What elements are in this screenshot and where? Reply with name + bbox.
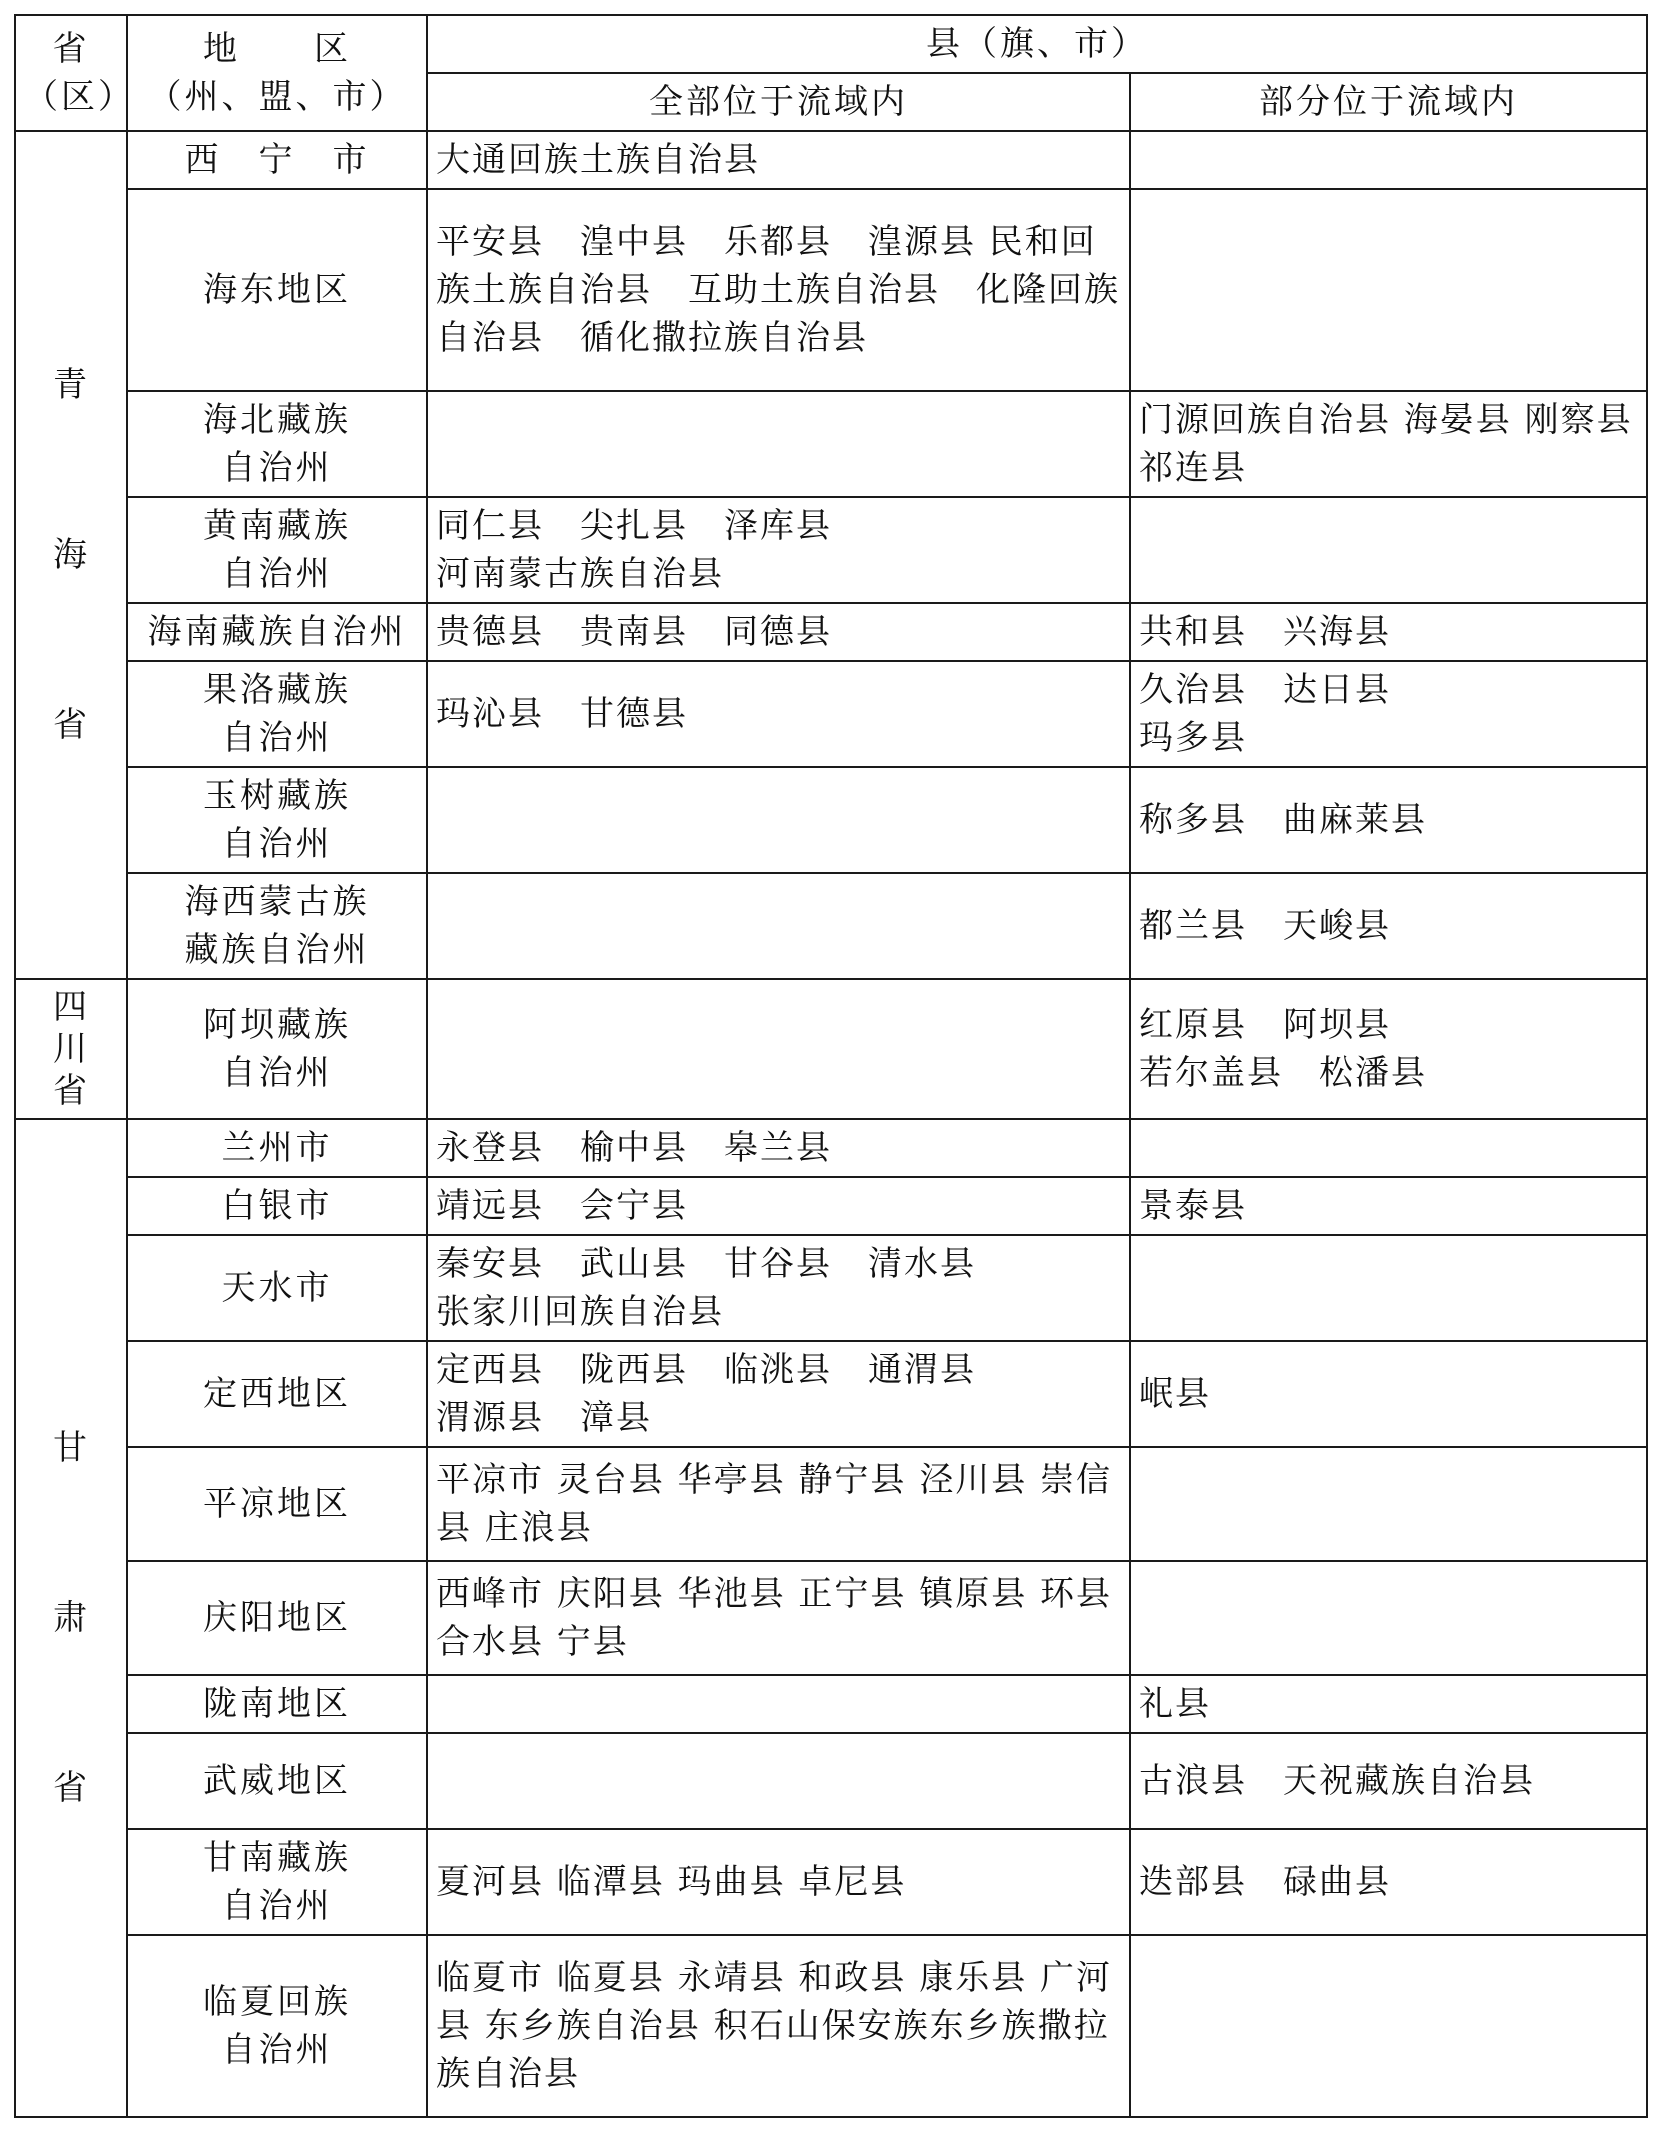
full-county-cell: [427, 873, 1130, 979]
header-row-1: [15, 15, 1647, 73]
full-county-list: 定西县 陇西县 临洮县 通渭县 渭源县 漳县: [436, 1350, 976, 1438]
partial-county-list: 古浪县 天祝藏族自治县: [1139, 1761, 1535, 1801]
table-row: [15, 1235, 1647, 1341]
full-county-cell: [427, 1829, 1130, 1935]
full-county-cell: [427, 1447, 1130, 1561]
full-county-cell: [427, 1935, 1130, 2117]
partial-county-list: 久治县 达日县 玛多县: [1139, 670, 1391, 758]
full-county-cell: [427, 391, 1130, 497]
region-name: 庆阳地区: [203, 1598, 351, 1638]
header-partial: 部分位于流域内: [1130, 73, 1647, 131]
region-cell: [127, 131, 427, 189]
full-county-cell: [427, 1561, 1130, 1675]
table-row: [15, 661, 1647, 767]
region-name: 海东地区: [203, 270, 351, 310]
partial-county-list: 都兰县 天峻县: [1139, 906, 1391, 946]
region-cell: [127, 497, 427, 603]
table-row: [15, 767, 1647, 873]
full-county-cell: [427, 497, 1130, 603]
region-cell: [127, 1675, 427, 1733]
region-name: 果洛藏族 自治州: [203, 670, 351, 758]
partial-county-cell: [1130, 391, 1647, 497]
full-county-cell: [427, 131, 1130, 189]
partial-county-list: 景泰县: [1139, 1186, 1247, 1226]
full-county-cell: [427, 1119, 1130, 1177]
province-cell: [15, 131, 127, 979]
region-cell: [127, 1119, 427, 1177]
full-county-cell: [427, 1733, 1130, 1829]
table-row: [15, 1341, 1647, 1447]
table-row: [15, 1119, 1647, 1177]
header-region: 地 区 （州、盟、市）: [127, 15, 427, 131]
partial-county-cell: [1130, 1935, 1647, 2117]
table-row: [15, 603, 1647, 661]
partial-county-list: 礼县: [1139, 1684, 1211, 1724]
table-row: [15, 391, 1647, 497]
province-cell: [15, 979, 127, 1119]
table-row: [15, 131, 1647, 189]
table-row: [15, 1561, 1647, 1675]
region-name: 临夏回族 自治州: [203, 1982, 351, 2070]
region-name: 陇南地区: [203, 1684, 351, 1724]
partial-county-cell: [1130, 661, 1647, 767]
partial-county-cell: [1130, 603, 1647, 661]
full-county-cell: [427, 661, 1130, 767]
partial-county-list: 门源回族自治县 海晏县 刚察县 祁连县: [1139, 400, 1633, 488]
region-cell: [127, 1341, 427, 1447]
region-cell: [127, 1235, 427, 1341]
table-row: [15, 497, 1647, 603]
region-cell: [127, 603, 427, 661]
full-county-cell: [427, 1177, 1130, 1235]
partial-county-cell: [1130, 189, 1647, 391]
region-name: 玉树藏族 自治州: [203, 776, 351, 864]
table-row: [15, 1935, 1647, 2117]
table-body: [15, 131, 1647, 2117]
region-cell: [127, 767, 427, 873]
header-province: 省 （区）: [15, 15, 127, 131]
partial-county-cell: [1130, 979, 1647, 1119]
full-county-list: 平凉市 灵台县 华亭县 静宁县 泾川县 崇信县 庄浪县: [436, 1460, 1113, 1548]
partial-county-cell: [1130, 497, 1647, 603]
partial-county-cell: [1130, 1341, 1647, 1447]
province-name: 青 海 省: [53, 365, 89, 745]
region-cell: [127, 1829, 427, 1935]
partial-county-cell: [1130, 1119, 1647, 1177]
table-row: [15, 1447, 1647, 1561]
partial-county-cell: [1130, 1733, 1647, 1829]
region-cell: [127, 1177, 427, 1235]
partial-county-cell: [1130, 1235, 1647, 1341]
region-cell: [127, 661, 427, 767]
table-row: [15, 979, 1647, 1119]
table-row: [15, 1733, 1647, 1829]
region-name: 甘南藏族 自治州: [203, 1838, 351, 1926]
partial-county-list: 称多县 曲麻莱县: [1139, 800, 1427, 840]
region-name: 阿坝藏族 自治州: [203, 1005, 351, 1093]
region-cell: [127, 391, 427, 497]
county-table: [14, 14, 1648, 2118]
region-name: 兰州市: [221, 1128, 333, 1168]
full-county-cell: [427, 1341, 1130, 1447]
partial-county-list: 红原县 阿坝县 若尔盖县 松潘县: [1139, 1005, 1427, 1093]
region-name: 西 宁 市: [184, 140, 370, 180]
partial-county-list: 迭部县 碌曲县: [1139, 1862, 1391, 1902]
full-county-list: 永登县 榆中县 皋兰县: [436, 1128, 832, 1168]
region-name: 定西地区: [203, 1374, 351, 1414]
full-county-cell: [427, 189, 1130, 391]
province-cell: [15, 1119, 127, 2117]
full-county-list: 临夏市 临夏县 永靖县 和政县 康乐县 广河县 东乡族自治县 积石山保安族东乡族撒拉族自治县: [436, 1958, 1113, 2094]
header-full: 全部位于流域内: [427, 73, 1130, 131]
partial-county-list: 共和县 兴海县: [1139, 612, 1391, 652]
region-cell: [127, 189, 427, 391]
full-county-cell: [427, 603, 1130, 661]
partial-county-cell: [1130, 1561, 1647, 1675]
full-county-list: 大通回族土族自治县: [436, 140, 760, 180]
partial-county-cell: [1130, 131, 1647, 189]
full-county-cell: [427, 1235, 1130, 1341]
region-name: 武威地区: [203, 1761, 351, 1801]
table-row: [15, 1829, 1647, 1935]
region-name: 海西蒙古族 藏族自治州: [184, 882, 370, 970]
partial-county-cell: [1130, 1447, 1647, 1561]
full-county-cell: [427, 767, 1130, 873]
province-name: 四 川 省: [53, 987, 89, 1111]
table-row: [15, 1675, 1647, 1733]
full-county-list: 靖远县 会宁县: [436, 1186, 688, 1226]
region-cell: [127, 1733, 427, 1829]
region-name: 平凉地区: [203, 1484, 351, 1524]
region-name: 白银市: [221, 1186, 333, 1226]
partial-county-list: 岷县: [1139, 1374, 1211, 1414]
region-cell: [127, 1561, 427, 1675]
region-name: 天水市: [221, 1268, 333, 1308]
partial-county-cell: [1130, 873, 1647, 979]
province-name: 甘 肃 省: [53, 1428, 89, 1808]
full-county-list: 玛沁县 甘德县: [436, 694, 688, 734]
full-county-cell: [427, 1675, 1130, 1733]
table-row: [15, 189, 1647, 391]
full-county-cell: [427, 979, 1130, 1119]
header-county-group: 县（旗、市）: [427, 15, 1647, 73]
table-row: [15, 873, 1647, 979]
full-county-list: 西峰市 庆阳县 华池县 正宁县 镇原县 环县 合水县 宁县: [436, 1574, 1113, 1662]
partial-county-cell: [1130, 1829, 1647, 1935]
partial-county-cell: [1130, 1177, 1647, 1235]
region-cell: [127, 873, 427, 979]
table-row: [15, 1177, 1647, 1235]
region-name: 海南藏族自治州: [147, 612, 407, 652]
full-county-list: 同仁县 尖扎县 泽库县 河南蒙古族自治县: [436, 506, 832, 594]
region-cell: [127, 979, 427, 1119]
full-county-list: 秦安县 武山县 甘谷县 清水县 张家川回族自治县: [436, 1244, 976, 1332]
full-county-list: 贵德县 贵南县 同德县: [436, 612, 832, 652]
full-county-list: 夏河县 临潭县 玛曲县 卓尼县: [436, 1862, 907, 1902]
partial-county-cell: [1130, 767, 1647, 873]
partial-county-cell: [1130, 1675, 1647, 1733]
region-name: 黄南藏族 自治州: [203, 506, 351, 594]
full-county-list: 平安县 湟中县 乐都县 湟源县 民和回族土族自治县 互助土族自治县 化隆回族自治县 循化撒拉族自治县: [436, 222, 1120, 358]
region-cell: [127, 1935, 427, 2117]
region-name: 海北藏族 自治州: [203, 400, 351, 488]
region-cell: [127, 1447, 427, 1561]
